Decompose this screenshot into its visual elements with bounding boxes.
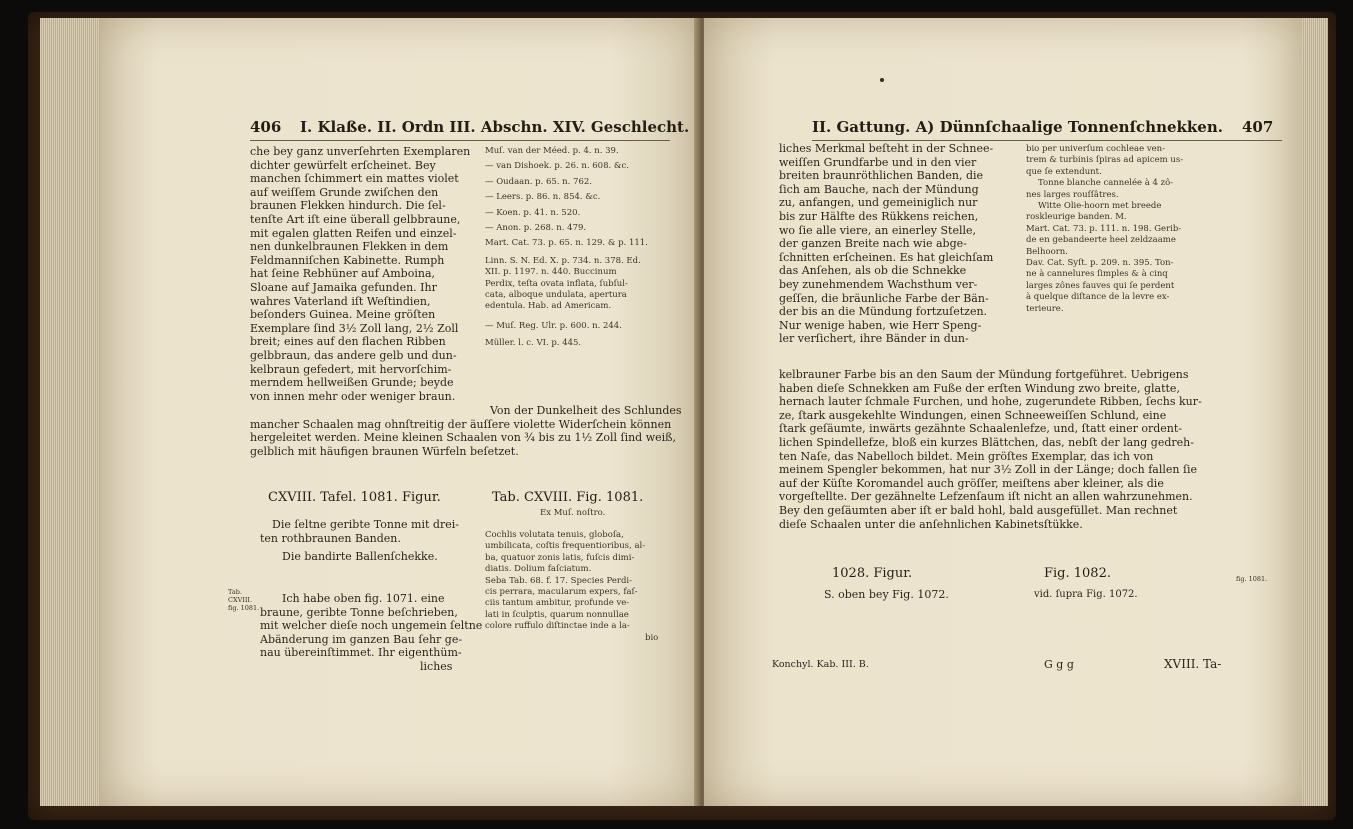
text-line: Von der Dunkelheit des Schlundes xyxy=(490,404,682,417)
text-line: der ganzen Breite nach wie abge- xyxy=(779,237,967,251)
text-line: ſchnitten erſcheinen. Es hat gleichſam xyxy=(779,250,994,264)
margin-note-line: fig. 1081. xyxy=(228,604,260,612)
signature-mark: G g g xyxy=(1044,658,1074,671)
reference-line: — Anon. p. 268. n. 479. xyxy=(485,223,587,234)
reference-line: Linn. S. N. Ed. X. p. 734. n. 378. Ed. xyxy=(485,255,641,266)
latin-line: ba, quatuor zonis latis, fuſcis dimi- xyxy=(485,552,635,563)
text-line: braunen Flekken hindurch. Die ſel- xyxy=(250,199,446,213)
catchword: XVIII. Ta- xyxy=(1164,657,1222,671)
left-main-text xyxy=(250,145,470,403)
text-line: beſonders Guinea. Meine gröſten xyxy=(250,308,436,322)
reference-line: Perdix, teſta ovata inflata, ſubſul- xyxy=(485,278,628,289)
text-line: Feldmanniſchen Kabinette. Rumph xyxy=(250,253,445,267)
text-line: Ich habe oben fig. 1071. eine xyxy=(282,592,445,605)
latin-line: cis perrara, macularum expers, faſ- xyxy=(485,587,638,598)
latin-line: ciis tantum ambitur, profunde ve- xyxy=(485,598,630,609)
reference-line: Muſ. van der Méed. p. 4. n. 39. xyxy=(485,146,619,156)
margin-note xyxy=(228,588,259,612)
text-line: kelbrauner Farbe bis an den Saum der Mündung fortgeführet. Uebrigens xyxy=(779,368,1189,381)
latin-line: bio xyxy=(645,632,659,643)
text-line: geſſen, die bräunliche Farbe der Bän- xyxy=(779,291,989,305)
head-rule xyxy=(812,140,1282,141)
right-page xyxy=(704,18,1302,806)
left-reference-column xyxy=(485,146,648,350)
left-full-width-text xyxy=(250,404,682,458)
figure-heading-german: 1028. Figur. xyxy=(832,566,913,581)
text-line: ze, ſtark ausgekehlte Windungen, einen Schneeweiſſen Schlund, eine xyxy=(779,408,1167,422)
text-line: braune, geribte Tonne beſchrieben, xyxy=(260,605,458,619)
side-line: roskleurige banden. M. xyxy=(1026,212,1127,223)
figure-heading-latin: Fig. 1082. xyxy=(1044,566,1111,581)
side-line: Tonne blanche cannelée à 4 zô- xyxy=(1038,178,1174,189)
text-line: meinem Spengler bekommen, hat nur 3½ Zoll in der Länge; doch fallen ſie xyxy=(779,463,1198,477)
text-line: von innen mehr oder weniger braun. xyxy=(250,389,456,403)
text-line: zu, anfangen, und gemeiniglich nur xyxy=(779,196,978,210)
left-page xyxy=(100,18,700,806)
side-line: Witte Olie-hoorn met breede xyxy=(1038,201,1162,212)
latin-description xyxy=(485,530,658,644)
text-line: mancher Schaalen mag ohnſtreitig der äuſſere violette Widerſchein können xyxy=(250,417,672,431)
figure-reference-latin: vid. ſupra Fig. 1072. xyxy=(1034,589,1138,600)
text-line: dichter gewürfelt erſcheinet. Bey xyxy=(250,158,436,172)
side-line: nes larges rouſſâtres. xyxy=(1026,189,1119,200)
text-line: kelbraun gefedert, mit hervorſchim- xyxy=(250,362,452,376)
left-page-edges xyxy=(40,18,102,806)
text-line: che bey ganz unverſehrten Exemplaren xyxy=(250,145,471,158)
right-page-edges xyxy=(1300,18,1328,806)
reference-line: — Leers. p. 86. n. 854. &c. xyxy=(485,192,601,203)
figure-heading-latin: Tab. CXVIII. Fig. 1081. xyxy=(492,490,644,505)
latin-line: umbilicata, coſtis frequentioribus, al- xyxy=(485,541,646,552)
text-line: ten Naſe, das Nabelloch bildet. Mein gröſtes Exemplar, das ich von xyxy=(779,449,1154,463)
side-line: trem & turbinis ſpiras ad apicem us- xyxy=(1026,155,1184,166)
left-running-head: I. Klaße. II. Ordn III. Abschn. XIV. Geschlecht. xyxy=(300,118,690,136)
text-line: wo ſie alle viere, an einerley Stelle, xyxy=(779,223,977,237)
right-side-column xyxy=(1026,144,1183,315)
latin-line: Seba Tab. 68. f. 17. Species Perdi- xyxy=(485,575,633,586)
text-line: haben dieſe Schnekken am Fuße der erſten Windung zwo breite, glatte, xyxy=(779,381,1180,395)
reference-line: — Koen. p. 41. n. 520. xyxy=(485,207,581,218)
text-line: lichen Spindellefze, bloß ein kurzes Blättchen, das, nebſt der lang gedreh- xyxy=(779,435,1194,449)
side-line: à quelque diſtance de la levre ex- xyxy=(1026,292,1170,303)
text-line: hernach lauter ſchmale Furchen, und hohe, zugerundete Ribben, ſechs kur- xyxy=(779,395,1202,409)
right-full-width-text xyxy=(779,368,1202,531)
side-line: de en gebandeerte heel zeldzaame xyxy=(1026,235,1176,246)
reference-line: cata, alboque undulata, apertura xyxy=(485,290,627,301)
text-line: ler verſichert, ihre Bänder in dun- xyxy=(779,332,969,346)
text-line: wahres Vaterland iſt Weſtindien, xyxy=(250,294,431,308)
side-line: Mart. Cat. 73. p. 111. n. 198. Gerib- xyxy=(1026,223,1182,234)
text-line: hat ſeine Rebhüner auf Amboina, xyxy=(250,267,436,281)
german-description xyxy=(260,592,482,674)
text-line: Exemplare ſind 3½ Zoll lang, 2½ Zoll xyxy=(250,321,459,335)
figure-title-german-cont: ten rothbraunen Banden. xyxy=(260,532,401,545)
footer-volume: Konchyl. Kab. III. B. xyxy=(772,659,869,670)
left-page-number: 406 xyxy=(250,118,282,136)
text-line: Abänderung im ganzen Bau ſehr ge- xyxy=(260,632,463,646)
figure-title-german: Die ſeltne geribte Tonne mit drei- xyxy=(272,518,459,531)
latin-line: diatis. Dolium faſciatum. xyxy=(485,564,592,575)
latin-line: colore ruffulo diſtinctae inde a la- xyxy=(485,621,630,632)
side-line: ne à cannelures ſimples & à cinq xyxy=(1026,269,1168,280)
head-rule xyxy=(250,140,670,141)
text-line: gelbbraun, das andere gelb und dun- xyxy=(250,348,457,362)
text-line: Nur wenige haben, wie Herr Speng- xyxy=(779,318,982,332)
right-main-text xyxy=(779,142,993,346)
text-line: hergeleitet werden. Meine kleinen Schaalen von ¾ bis zu 1½ Zoll ſind weiß, xyxy=(250,431,676,445)
text-line: nau übereinſtimmet. Ihr eigenthüm- xyxy=(260,646,462,660)
text-line: breiten braunröthlichen Banden, die xyxy=(779,169,984,183)
right-page-number: 407 xyxy=(1242,118,1274,136)
side-line: Dav. Cat. Syſt. p. 209. n. 395. Ton- xyxy=(1026,258,1174,269)
text-line: Sloane auf Jamaika gefunden. Ihr xyxy=(250,280,437,294)
text-line: weiſſen Grundfarbe und in den vier xyxy=(779,155,977,169)
text-line: ſtark geſäumte, inwärts gezähnte Schaalenlefze, und, ſtatt einer ordent- xyxy=(779,422,1183,436)
text-line: mit welcher dieſe noch ungemein ſeltne xyxy=(260,619,483,633)
text-line: das Anſehen, als ob die Schnekke xyxy=(779,264,967,278)
text-line: dieſe Schaalen unter die anſehnlichen Kabinetsſtükke. xyxy=(779,517,1083,531)
text-line: manchen ſchimmert ein mattes violet xyxy=(250,172,459,186)
reference-line: edentula. Hab. ad Americam. xyxy=(485,301,612,312)
text-line: vorgeſtellte. Der gezähnelte Lefzenſaum iſt nicht an allen wahrzunehmen. xyxy=(779,490,1193,504)
right-running-head: II. Gattung. A) Dünnſchaalige Tonnenſchnekken. xyxy=(812,118,1223,136)
reference-line: Müller. l. c. VI. p. 445. xyxy=(485,338,582,349)
figure-subtitle-german: Die bandirte Ballenſchekke. xyxy=(282,550,438,563)
text-line: gelblich mit häufigen braunen Würfeln beſetzet. xyxy=(250,444,519,458)
text-line: nen dunkelbraunen Flekken in dem xyxy=(250,240,449,254)
margin-note-line: CXVIII. xyxy=(228,596,253,604)
side-line: larges zônes fauves qui ſe perdent xyxy=(1026,280,1175,291)
side-line: terieure. xyxy=(1026,303,1064,314)
side-line: bio per univerſum cochleae ven- xyxy=(1026,144,1166,154)
figure-source-latin: Ex Muſ. noſtro. xyxy=(540,508,606,518)
figure-reference-german: S. oben bey Fig. 1072. xyxy=(824,588,949,601)
reference-line: XII. p. 1197. n. 440. Buccinum xyxy=(485,267,617,278)
text-line: breit; eines auf den flachen Ribben xyxy=(250,335,446,349)
reference-line: Mart. Cat. 73. p. 65. n. 129. & p. 111. xyxy=(485,238,648,249)
text-line: tenſte Art iſt eine überall gelbbraune, xyxy=(250,212,461,226)
latin-line: lati in ſculptis, quarum nonnullae xyxy=(485,609,629,620)
text-line: liches Merkmal beſteht in der Schnee- xyxy=(779,142,994,155)
text-line: ſich am Bauche, nach der Mündung xyxy=(779,182,979,196)
latin-line: Cochlis volutata tenuis, globoſa, xyxy=(485,530,624,540)
figure-heading-german: CXVIII. Tafel. 1081. Figur. xyxy=(268,490,441,505)
reference-line: — Oudaan. p. 65. n. 762. xyxy=(485,176,592,187)
text-line: merndem hellweißen Grunde; beyde xyxy=(250,376,454,390)
margin-note-line: Tab. xyxy=(228,588,242,596)
text-line: mit egalen glatten Reifen und einzel- xyxy=(250,226,457,240)
side-line: que ſe extendunt. xyxy=(1026,166,1102,177)
reference-line: — van Dishoek. p. 26. n. 608. &c. xyxy=(485,161,629,172)
text-line: bey zunehmendem Wachsthum ver- xyxy=(779,277,978,291)
side-line: Belhoorn. xyxy=(1026,246,1068,257)
reference-line: — Muſ. Reg. Ulr. p. 600. n. 244. xyxy=(485,320,622,331)
text-line: liches xyxy=(420,659,453,673)
text-line: der bis an die Mündung fortzuſetzen. xyxy=(779,305,988,319)
ink-dot xyxy=(880,78,884,82)
text-line: bis zur Hälfte des Rükkens reichen, xyxy=(779,209,979,223)
margin-note: fig. 1081. xyxy=(1236,575,1268,583)
text-line: auf der Küſte Koromandel auch gröſſer, meiſtens aber kleiner, als die xyxy=(779,476,1164,490)
text-line: auf weiſſem Grunde zwiſchen den xyxy=(250,185,439,199)
text-line: Bey den geſäumten aber iſt er bald hohl, bald ausgefüllet. Man rechnet xyxy=(779,503,1178,517)
